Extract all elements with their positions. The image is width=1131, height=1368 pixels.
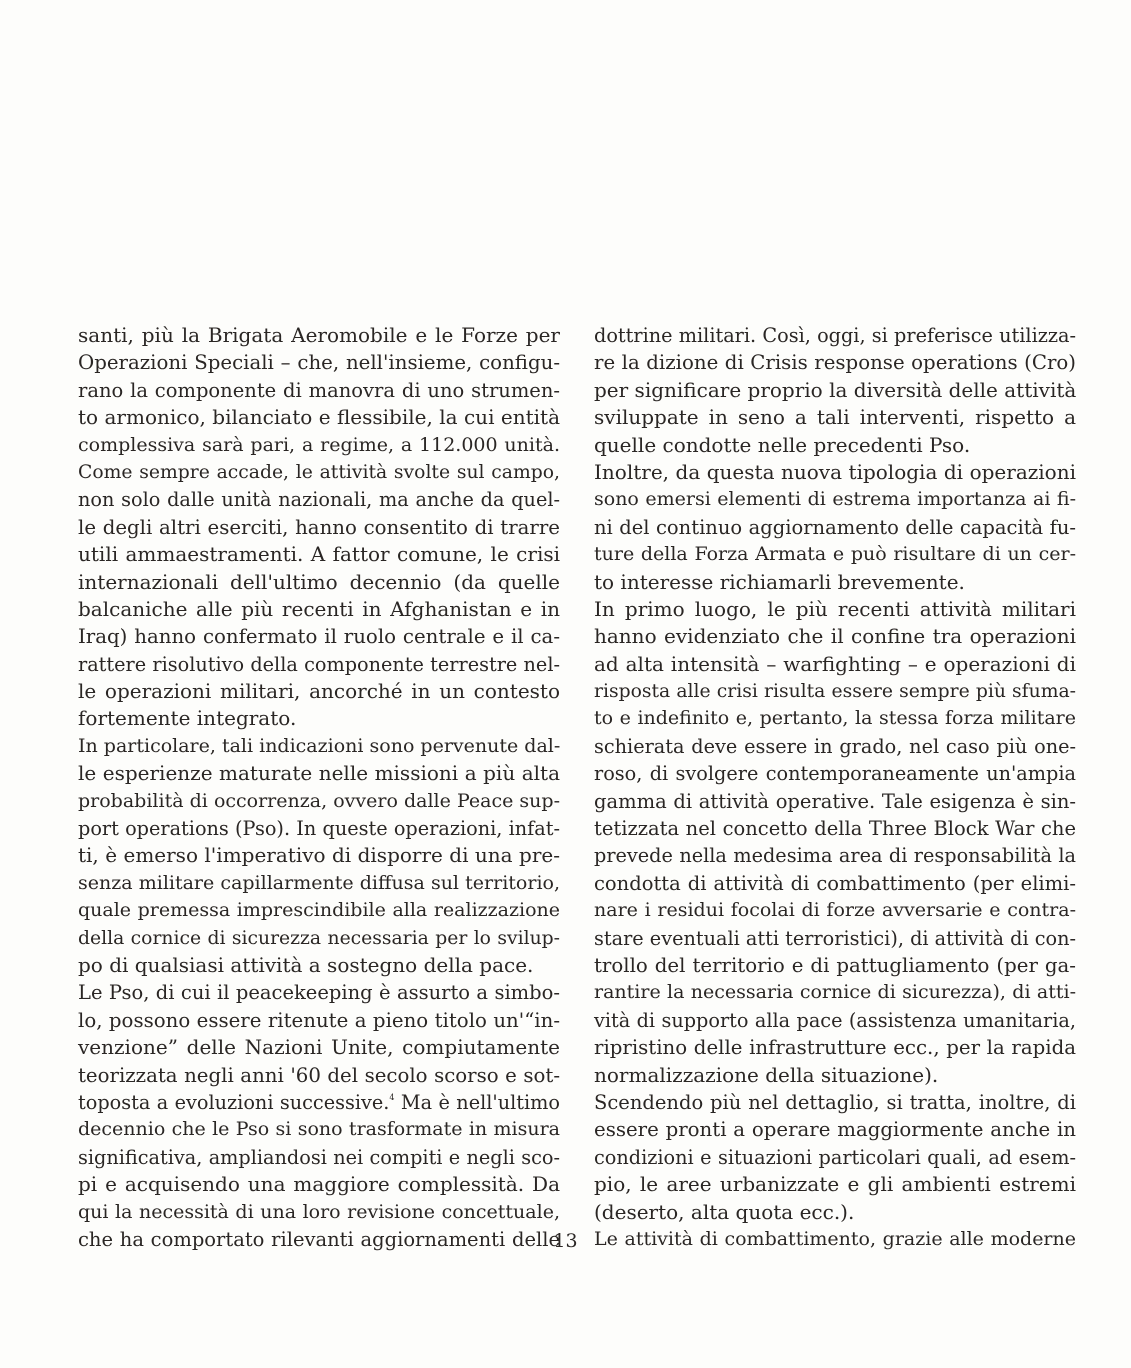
text-line: pio, le aree urbanizzate e gli ambienti estremi [594, 1172, 1076, 1197]
text-line: condizioni e situazioni particolari quali, ad esem- [594, 1145, 1076, 1169]
text-line: Inoltre, da questa nuova tipologia di operazioni [594, 459, 1076, 484]
text-line: le degli altri eserciti, hanno consentito di trarre [78, 515, 560, 539]
text-line: fortemente integrato. [78, 706, 297, 731]
text-line: rantire la necessaria cornice di sicurezza), di atti- [594, 981, 1076, 1004]
text-line: teorizzata negli anni '60 del secolo scorso e sot- [78, 1063, 560, 1087]
text-line: Operazioni Speciali – che, nell'insieme, configu- [78, 351, 560, 375]
footnote-reference: 4 [389, 1092, 395, 1102]
text-line: non solo dalle unità nazionali, ma anche da quel- [78, 488, 560, 512]
text-line: rano la componente di manovra di uno strumen- [78, 378, 560, 402]
text-line: Le attività di combattimento, grazie alle moderne [594, 1227, 1076, 1250]
text-line: ture della Forza Armata e può risultare di un cer- [594, 543, 1076, 566]
text-line: dottrine militari. Così, oggi, si preferisce utilizza- [594, 324, 1076, 347]
text-line: Scendendo più nel dettaglio, si tratta, inoltre, di [594, 1090, 1076, 1114]
text-line: to interesse richiamarli brevemente. [594, 569, 965, 594]
text-line: probabilità di occorrenza, ovvero dalle Peace sup- [78, 789, 560, 812]
text-line: gamma di attività operative. Tale esigenza è sin- [594, 789, 1076, 813]
text-line: Iraq) hanno confermato il ruolo centrale e il ca- [78, 625, 560, 649]
text-line: prevede nella medesima area di responsabilità la [594, 844, 1076, 868]
text-line-tail: Ma è nell'ultimo [394, 1090, 560, 1114]
text-line: sono emersi elementi di estrema importanza ai fi- [594, 488, 1076, 511]
text-line: ni del continuo aggiornamento delle capacità fu- [594, 515, 1076, 539]
text-line: quale premessa imprescindibile alla realizzazione [78, 899, 560, 922]
text-line-with-footnote [78, 1089, 560, 1116]
text-line: (deserto, alta quota ecc.). [594, 1199, 855, 1224]
text-line: le operazioni militari, ancorché in un contesto [78, 679, 560, 704]
text-line: che ha comportato rilevanti aggiornamenti delle [78, 1227, 560, 1251]
text-line: per significare proprio la diversità delle attività [594, 377, 1077, 402]
text-line: senza militare capillarmente diffusa sul territorio, [78, 871, 560, 894]
text-line: venzione” delle Nazioni Unite, compiutamente [78, 1035, 560, 1060]
left-text-column [78, 322, 560, 1253]
text-line: Le Pso, di cui il peacekeeping è assurto a simbo- [78, 981, 560, 1005]
text-line: port operations (Pso). In queste operazioni, infat- [78, 817, 560, 841]
text-line: risposta alle crisi risulta essere sempre più sfuma- [594, 681, 1076, 703]
text-line: quelle condotte nelle precedenti Pso. [594, 432, 971, 457]
text-line: ripristino delle infrastrutture ecc., per la rapida [594, 1036, 1076, 1060]
text-line: In particolare, tali indicazioni sono pervenute dal- [78, 734, 561, 757]
text-line: utili ammaestramenti. A fattor comune, le crisi [78, 542, 560, 567]
right-text-column [594, 322, 1076, 1253]
text-line: stare eventuali atti terroristici), di attività di con- [594, 926, 1077, 950]
text-line: schierata deve essere in grado, nel caso più one- [594, 734, 1076, 758]
text-line: vità di supporto alla pace (assistenza umanitaria, [594, 1008, 1076, 1032]
text-line: tetizzata nel concetto della Three Block War che [594, 817, 1076, 841]
text-line: essere pronti a operare maggiormente anche in [594, 1118, 1076, 1142]
text-line: significativa, ampliandosi nei compiti e negli sco- [78, 1145, 560, 1169]
text-line: balcaniche alle più recenti in Afghanistan e in [78, 596, 560, 621]
text-line: roso, di svolgere contemporaneamente un'ampia [594, 762, 1076, 786]
text-line: pi e acquisendo una maggiore complessità. Da [78, 1172, 560, 1197]
text-line: hanno evidenziato che il confine tra operazioni [594, 624, 1076, 649]
text-line: le esperienze maturate nelle missioni a più alta [78, 761, 560, 786]
text-line: to armonico, bilanciato e flessibile, la cui entità [78, 405, 560, 430]
text-line: to e indefinito e, pertanto, la stessa forza militare [594, 707, 1076, 730]
text-line: rattere risolutivo della componente terrestre nel- [78, 652, 560, 676]
text-line: complessiva sarà pari, a regime, a 112.000 unità. [78, 433, 560, 456]
text-line: lo, possono essere ritenute a pieno titolo un'“in- [78, 1008, 560, 1032]
text-line: qui la necessità di una loro revisione concettuale, [78, 1200, 560, 1223]
text-line: In primo luogo, le più recenti attività militari [594, 596, 1076, 621]
text-line: ti, è emerso l'imperativo di disporre di una pre- [78, 843, 560, 868]
text-line: re la dizione di Crisis response operations (Cro) [594, 351, 1076, 375]
text-line: ad alta intensità – warfighting – e operazioni di [594, 651, 1076, 676]
text-line: Come sempre accade, le attività svolte sul campo, [78, 461, 560, 483]
text-line: po di qualsiasi attività a sostegno della pace. [78, 952, 534, 977]
text-line: internazionali dell'ultimo decennio (da quelle [78, 569, 560, 594]
text-line: sviluppate in seno a tali interventi, rispetto a [594, 405, 1076, 430]
text-line: condotta di attività di combattimento (per elimi- [594, 871, 1076, 895]
text-line: santi, più la Brigata Aeromobile e le Forze per [78, 323, 560, 347]
text-line: trollo del territorio e di pattugliamento (per ga- [594, 953, 1076, 977]
text-line: nare i residui focolai di forze avversarie e contra- [594, 899, 1076, 922]
page-number: 13 [553, 1230, 578, 1252]
text-line: decennio che le Pso si sono trasformate in misura [78, 1118, 560, 1141]
text-line-head: toposta a evoluzioni successive. [78, 1090, 390, 1114]
text-line: normalizzazione della situazione). [594, 1062, 939, 1087]
text-line: della cornice di sicurezza necessaria per lo svilup- [78, 927, 560, 949]
